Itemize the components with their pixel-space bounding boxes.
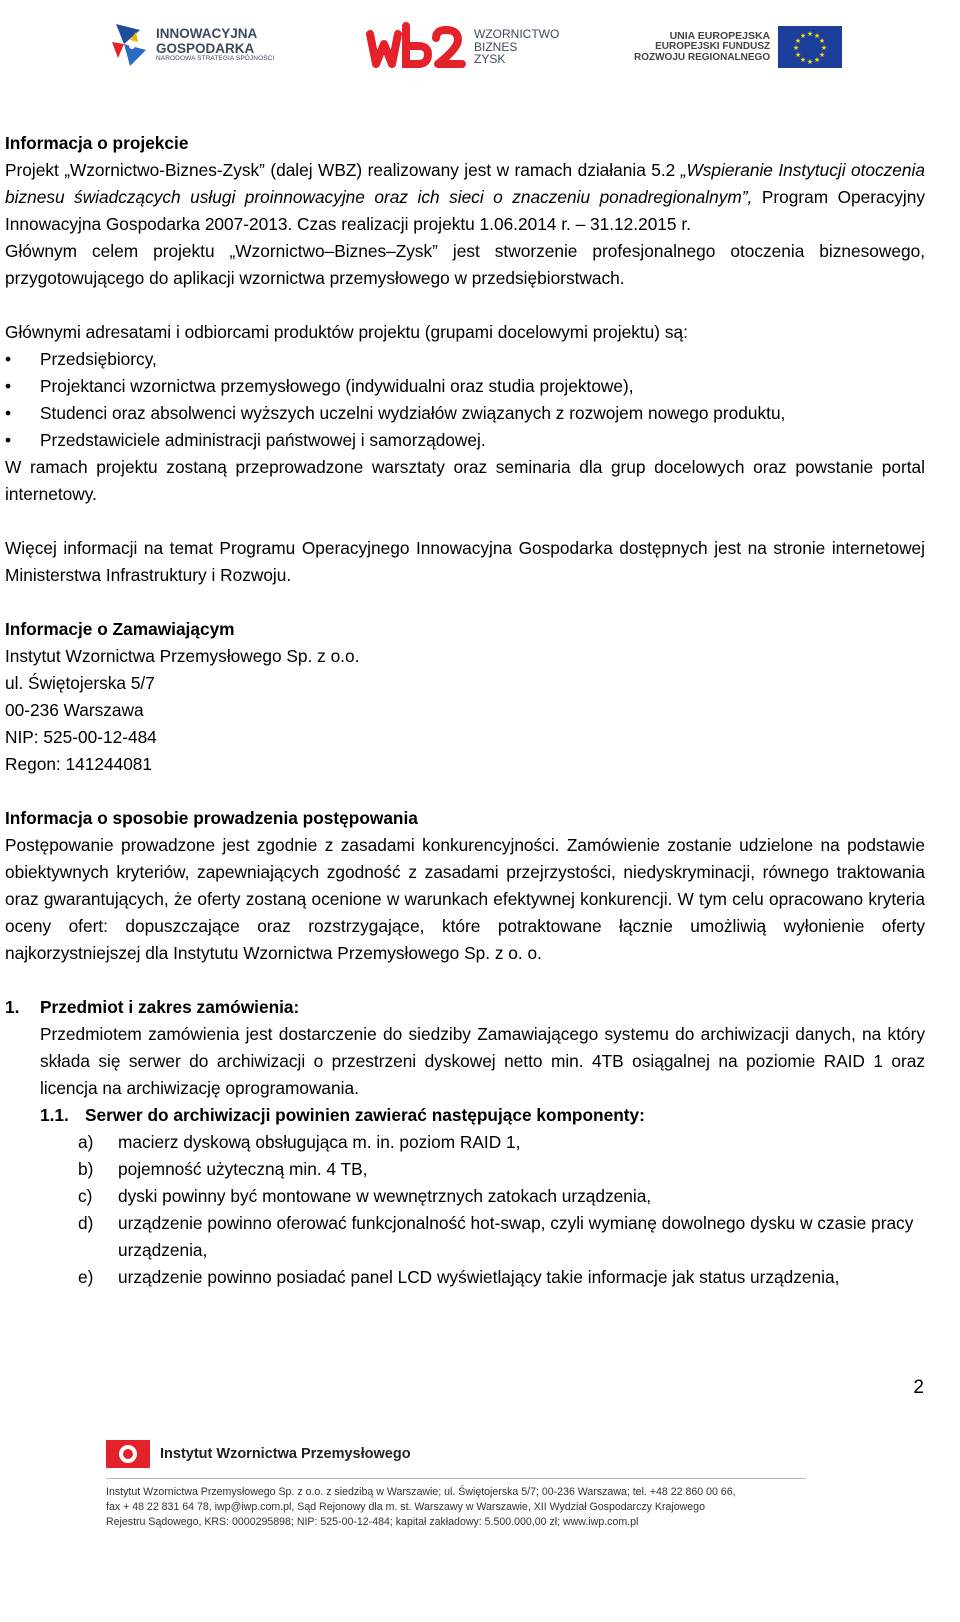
- ig-line1: INNOWACYJNA: [156, 26, 258, 42]
- ue-line3: ROZWOJU REGIONALNEGO: [634, 51, 771, 63]
- svg-text:★: ★: [818, 51, 826, 59]
- section-1-1-title-text: Serwer do archiwizacji powinien zawierać następujące komponenty:: [85, 1105, 645, 1125]
- list-item: [5, 1129, 925, 1156]
- footer: [106, 1440, 826, 1530]
- orderer-line: ul. Świętojerska 5/7: [5, 673, 155, 693]
- item-text: macierz dyskową obsługująca m. in. poziom RAID 1,: [118, 1132, 521, 1152]
- list-item: [5, 1183, 925, 1210]
- document-body: [5, 130, 925, 1291]
- svg-text:★: ★: [820, 44, 828, 52]
- target-groups-list: [5, 346, 925, 454]
- section-1-number: 1.: [5, 997, 20, 1017]
- orderer-line: Regon: 141244081: [5, 754, 153, 774]
- section-1-text: Przedmiotem zamówienia jest dostarczenie do siedziby Zamawiającego systemu do archiwizacji danych, na który składa się serwer do archiwizacji o przestrzeni dyskowej netto min. 4TB osiągalnej na poziomie RAID 1 oraz licencja na archiwizację oprogramowania.: [40, 1024, 925, 1098]
- eu-logo: [634, 26, 842, 68]
- svg-text:★: ★: [813, 32, 821, 40]
- section-1-title: [5, 994, 925, 1021]
- bullet-icon: •: [5, 349, 12, 369]
- item-text: dyski powinny być montowane w wewnętrznych zatokach urządzenia,: [118, 1186, 652, 1206]
- list-item-text: Przedsiębiorcy,: [40, 349, 157, 369]
- project-paragraph-2: Głównym celem projektu „Wzornictwo–Biznes–Zysk” jest stworzenie profesjonalnego otoczenia biznesowego, przygotowującego do aplikacji wzornictwa przemysłowego w przedsiębiorstwach.: [5, 241, 925, 288]
- item-text: pojemność użyteczną min. 4 TB,: [118, 1159, 368, 1179]
- project-paragraph-1: [5, 157, 925, 238]
- item-letter: d): [78, 1213, 94, 1233]
- svg-text:★: ★: [794, 51, 802, 59]
- svg-text:★: ★: [818, 37, 826, 45]
- orderer-line: NIP: 525-00-12-484: [5, 727, 157, 747]
- svg-text:★: ★: [799, 56, 807, 64]
- ue-line1: UNIA EUROPEJSKA: [669, 29, 771, 42]
- list-item-text: Projektanci wzornictwa przemysłowego (indywidualni oraz studia projektowe),: [40, 376, 634, 396]
- footer-line: Rejestru Sądowego, KRS: 0000295898; NIP: 525-00-12-484; kapitał zakładowy: 5.500.000,00 zł; www.iwp.com.pl: [106, 1516, 639, 1528]
- list-item: [5, 400, 925, 427]
- svg-text:★: ★: [792, 44, 800, 52]
- list-item: [5, 1210, 925, 1264]
- ig-line3: NARODOWA STRATEGIA SPÓJNOŚCI: [156, 54, 275, 62]
- project-heading: Informacja o projekcie: [5, 133, 189, 153]
- item-letter: e): [78, 1267, 94, 1287]
- p1-italic: „Wspieranie Instytucji otoczenia biznesu świadczących usługi proinnowacyjne oraz ich sieci o znaczeniu ponadregionalnym”,: [5, 160, 925, 207]
- eu-flag-icon: [778, 26, 842, 68]
- page-number: 2: [913, 1377, 924, 1398]
- list-item-text: Przedstawiciele administracji państwowej i samorządowej.: [40, 430, 486, 450]
- footer-line: fax + 48 22 831 64 78, iwp@iwp.com.pl, Sąd Rejonowy dla m. st. Warszawy w Warszawie, XII Wydział Gospodarczy Krajowego: [106, 1501, 705, 1513]
- ig-star-icon: [110, 20, 148, 70]
- svg-text:★: ★: [806, 58, 814, 66]
- header-logos: [0, 8, 960, 88]
- iwp-mark-icon: [106, 1440, 150, 1468]
- project-paragraph-3: Głównymi adresatami i odbiorcami produktów projektu (grupami docelowymi projektu) są:: [5, 322, 688, 342]
- section-1-1-title: [5, 1102, 925, 1129]
- wbz-mark-icon: [366, 20, 468, 74]
- item-letter: b): [78, 1159, 94, 1179]
- list-item: [5, 1156, 925, 1183]
- wbz-line1: WZORNICTWO: [474, 27, 560, 42]
- p1-text-b: Program Operacyjny Innowacyjna Gospodarka 2007-2013. Czas realizacji projektu 1.06.2014 r. – 31.12.2015 r.: [5, 187, 925, 234]
- bullet-icon: •: [5, 376, 12, 396]
- project-paragraph-4: W ramach projektu zostaną przeprowadzone warsztaty oraz seminaria dla grup docelowych oraz powstanie portal internetowy.: [5, 457, 925, 504]
- list-item: [5, 1264, 925, 1291]
- ue-line2: EUROPEJSKI FUNDUSZ: [655, 41, 771, 52]
- item-letter: c): [78, 1186, 93, 1206]
- orderer-line: Instytut Wzornictwa Przemysłowego Sp. z o.o.: [5, 646, 360, 666]
- list-item: [5, 346, 925, 373]
- list-item: [5, 373, 925, 400]
- orderer-line: 00-236 Warszawa: [5, 700, 144, 720]
- iwp-name: Instytut Wzornictwa Przemysłowego: [160, 1446, 411, 1462]
- item-text: urządzenie powinno posiadać panel LCD wyświetlający takie informacje jak status urządzenia,: [118, 1267, 840, 1287]
- procedure-heading: Informacja o sposobie prowadzenia postępowania: [5, 808, 418, 828]
- svg-text:★: ★: [794, 37, 802, 45]
- footer-line: Instytut Wzornictwa Przemysłowego Sp. z o.o. z siedzibą w Warszawie; ul. Świętojerska 5/7; 00-236 Warszawa; tel. +48 22 860 00 66,: [106, 1486, 736, 1498]
- iwp-logo: [106, 1440, 826, 1468]
- wbz-line2: BIZNES: [474, 39, 518, 54]
- ig-line2: GOSPODARKA: [156, 40, 255, 56]
- svg-text:★: ★: [813, 56, 821, 64]
- project-paragraph-5: Więcej informacji na temat Programu Operacyjnego Innowacyjna Gospodarka dostępnych jest na stronie internetowej Ministerstwa Infrastruktury i Rozwoju.: [5, 538, 925, 585]
- svg-text:★: ★: [799, 32, 807, 40]
- orderer-heading: Informacje o Zamawiającym: [5, 619, 235, 639]
- bullet-icon: •: [5, 430, 12, 450]
- procedure-text: Postępowanie prowadzone jest zgodnie z zasadami konkurencyjności. Zamówienie zostanie udzielone na podstawie obiektywnych kryteriów, zapewniających zgodność z zasadami przejrzystości, niedyskryminacji, równego traktowania oraz gwarantujących, że oferty zostaną ocenione w warunkach efektywnej konkurencji. W tym celu opracowano kryteria oceny ofert: dopuszczające oraz rozstrzygające, które potraktowane łącznie umożliwią wyłonienie oferty najkorzystniejszej dla Instytutu Wzornictwa Przemysłowego Sp. z o. o.: [5, 835, 925, 963]
- svg-text:★: ★: [806, 30, 814, 38]
- section-1-1-number: 1.1.: [40, 1105, 69, 1125]
- footer-divider: [106, 1478, 806, 1479]
- section-1-title-text: Przedmiot i zakres zamówienia:: [40, 997, 300, 1017]
- bullet-icon: •: [5, 403, 12, 423]
- list-item-text: Studenci oraz absolwenci wyższych uczelni wydziałów związanych z rozwojem nowego produktu,: [40, 403, 786, 423]
- p1-text-a: Projekt „Wzornictwo-Biznes-Zysk” (dalej WBZ) realizowany jest w ramach działania 5.2: [5, 160, 681, 180]
- item-letter: a): [78, 1132, 94, 1152]
- innowacyjna-gospodarka-logo: [110, 20, 274, 70]
- wbz-line3: ZYSK: [474, 52, 506, 67]
- item-text: urządzenie powinno oferować funkcjonalność hot-swap, czyli wymianę dowolnego dysku w czasie pracy urządzenia,: [118, 1213, 914, 1260]
- list-item: [5, 427, 925, 454]
- wbz-logo: [366, 20, 559, 74]
